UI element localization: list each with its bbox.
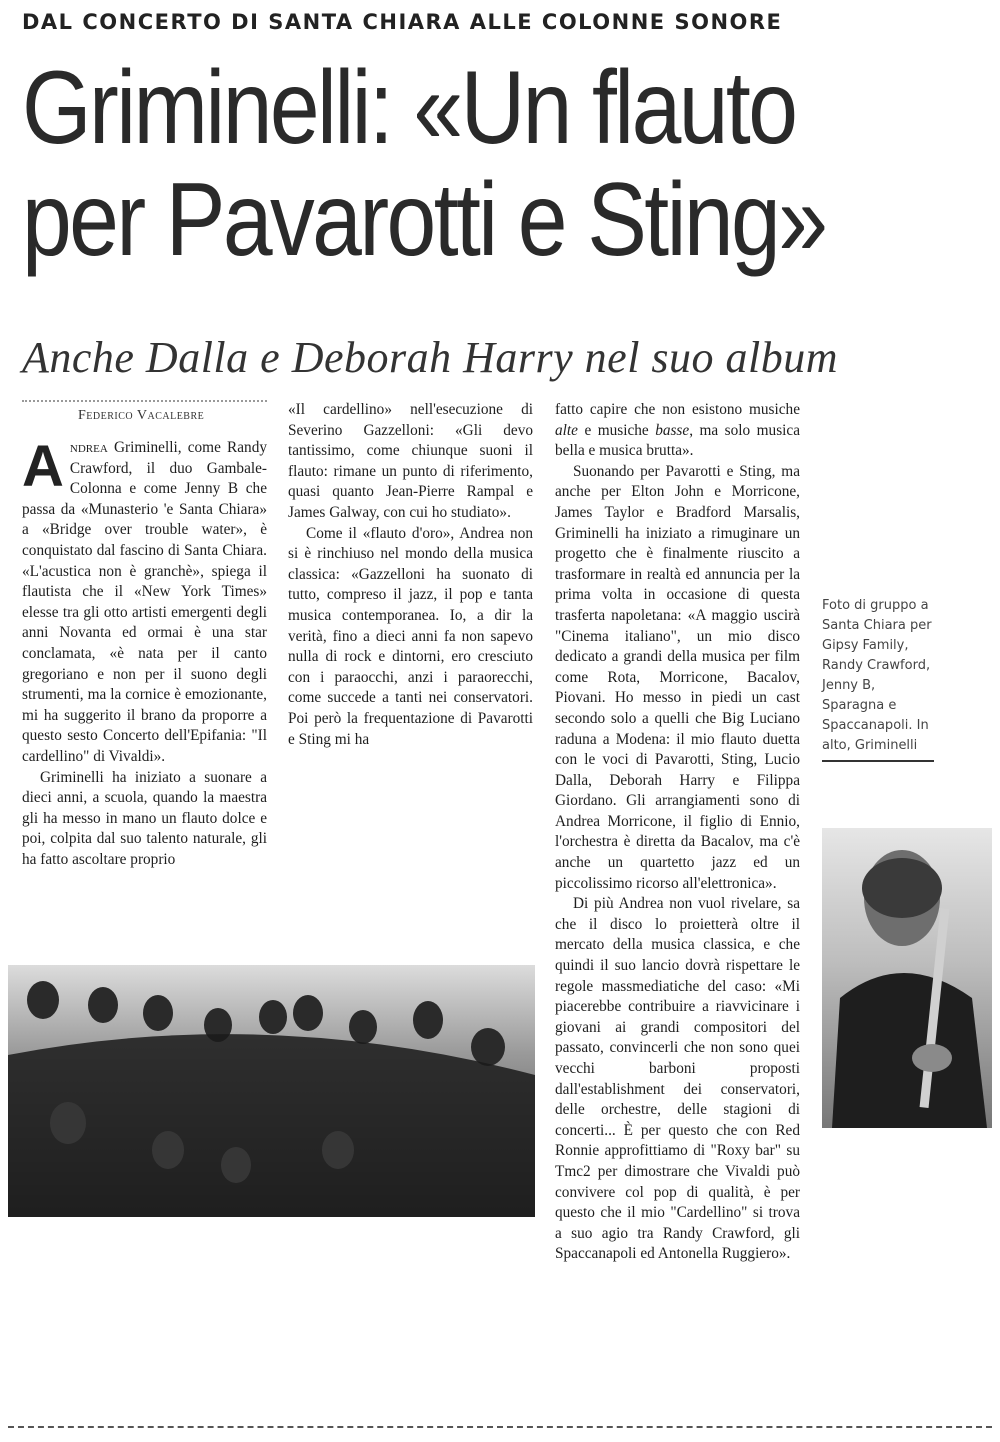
- paragraph-text: e musiche: [577, 421, 656, 439]
- article-column-1: [22, 434, 267, 870]
- first-word: ndrea: [69, 439, 108, 456]
- article-column-3: [555, 400, 800, 1265]
- griminelli-portrait-photo: [822, 828, 992, 1128]
- paragraph: Griminelli ha iniziato a suonare a dieci anni, a scuola, quando la maestra gli ha messo in mano un flauto dolce e poi, colpita dal suo talento naturale, gli ha fatto ascoltare proprio: [22, 768, 267, 868]
- paragraph: [22, 434, 267, 768]
- bottom-dashed-rule: [8, 1426, 992, 1428]
- group-photo: [8, 965, 535, 1217]
- headline-line-2: per Pavarotti e Sting»: [22, 162, 826, 278]
- byline-divider: [22, 400, 267, 402]
- portrait-figure: [822, 828, 992, 1128]
- drop-cap: A: [22, 434, 64, 499]
- paragraph: [555, 400, 800, 462]
- paragraph-text: Griminelli, come Randy Crawford, il duo Gambale-Colonna e come Jenny B che passa da «Munasterio 'e Santa Chiara» a «Bridge over trouble water», è conquistato dal fascino di Santa Chiara. «L'acustica non è granchè», spiega il flautista che il «New York Times» elesse tra gli otto artisti emergenti degli anni Novanta ed ormai è una star conclamata, «è nata per il canto gregoriano e non per il suono degli strumenti, ma la cornice è emozionante, mi ha suggerito il brano da proporre a questo sesto Concerto dell'Epifania: "Il cardellino" di Vivaldi».: [22, 439, 267, 765]
- paragraph: Come il «flauto d'oro», Andrea non si è rinchiuso nel mondo della musica classica: «Gazzelloni ha suonato di tutto, compreso il jazz, il pop e tanta musica contemporanea. Io, a dir la verità, fino a dieci anni fa non sapevo nulla di rock e dintorni, ero cresciuto con i paraocchi, anzi i paraorecchi, come succede a tanti nei conservatori. Poi però la frequentazione di Pavarotti e Sting mi ha: [288, 524, 533, 748]
- byline: Federico Vacalebre: [78, 408, 205, 423]
- paragraph: Di più Andrea non vuol rivelare, sa che il disco lo proietterà oltre il mercato della musica classica, e che quindi il suo lancio dovrà rispettare le regole massmediatiche del caso: «Mi piacerebbe contribuire a riavvicinare i giovani ai grandi compositori del passato, convincerli che non sono quei vecchi barboni proposti dall'establishment dei conservatori, delle orchestre, delle stagioni di concerti... È per questo che con Red Ronnie approfittiamo di "Roxy bar" su Tmc2 per dimostrare che Vivaldi può convivere col pop di qualità, è per questo che il mio "Cardellino" si trova a suo agio tra Randy Crawford, gli Spaccanapoli ed Antonella Ruggiero».: [555, 895, 800, 1263]
- kicker: DAL CONCERTO DI SANTA CHIARA ALLE COLONNE SONORE: [22, 10, 783, 34]
- paragraph: Suonando per Pavarotti e Sting, ma anche per Elton John e Morricone, James Taylor e Bradford Marsalis, Griminelli ha iniziato a rimuginare un progetto che è finalmente riuscito a trasformare in realtà ed annuncia per la prima volta in occasione di questa trasferta napoletana: «A maggio uscirà "Cinema italiano", un mio disco dedicato a grandi della musica per film come Rota, Morricone, Bacalov, Piovani. Ho messo in piedi un cast secondo solo a quelli che Big Luciano raduna a Modena: il mio flauto duetta con le voci di Pavarotti, Sting, Lucio Dalla, Deborah Harry e Filippa Giordano. Gli arrangiamenti sono di Andrea Morricone, il figlio di Ennio, l'orchestra è diretta da Bacalov, ma c'è anche un quartetto jazz ed un piccolissimo ricorso all'elettronica».: [555, 462, 800, 892]
- emphasis-alte: alte: [555, 421, 578, 439]
- photo-caption: Foto di gruppo a Santa Chiara per Gipsy Family, Randy Crawford, Jenny B, Sparagna e Spaccanapoli. In alto, Griminelli: [822, 596, 934, 762]
- headline: [22, 52, 848, 276]
- paragraph: «Il cardellino» nell'esecuzione di Severino Gazzelloni: «Gli devo tantissimo, come chiunque suoni il flauto: rimane un punto di riferimento, quasi quanto Jean-Pierre Rampal e James Galway, con cui ho studiato».: [288, 401, 533, 521]
- paragraph-text: , ma solo musica bella e musica brutta».: [555, 421, 800, 460]
- emphasis-basse: basse: [655, 421, 690, 439]
- paragraph-text: fatto capire che non esistono musiche: [555, 401, 800, 418]
- headline-line-1: Griminelli: «Un flauto: [22, 50, 796, 166]
- article-column-2: [288, 400, 533, 750]
- subtitle: Anche Dalla e Deborah Harry nel suo album: [22, 333, 839, 382]
- group-figures: [8, 965, 535, 1217]
